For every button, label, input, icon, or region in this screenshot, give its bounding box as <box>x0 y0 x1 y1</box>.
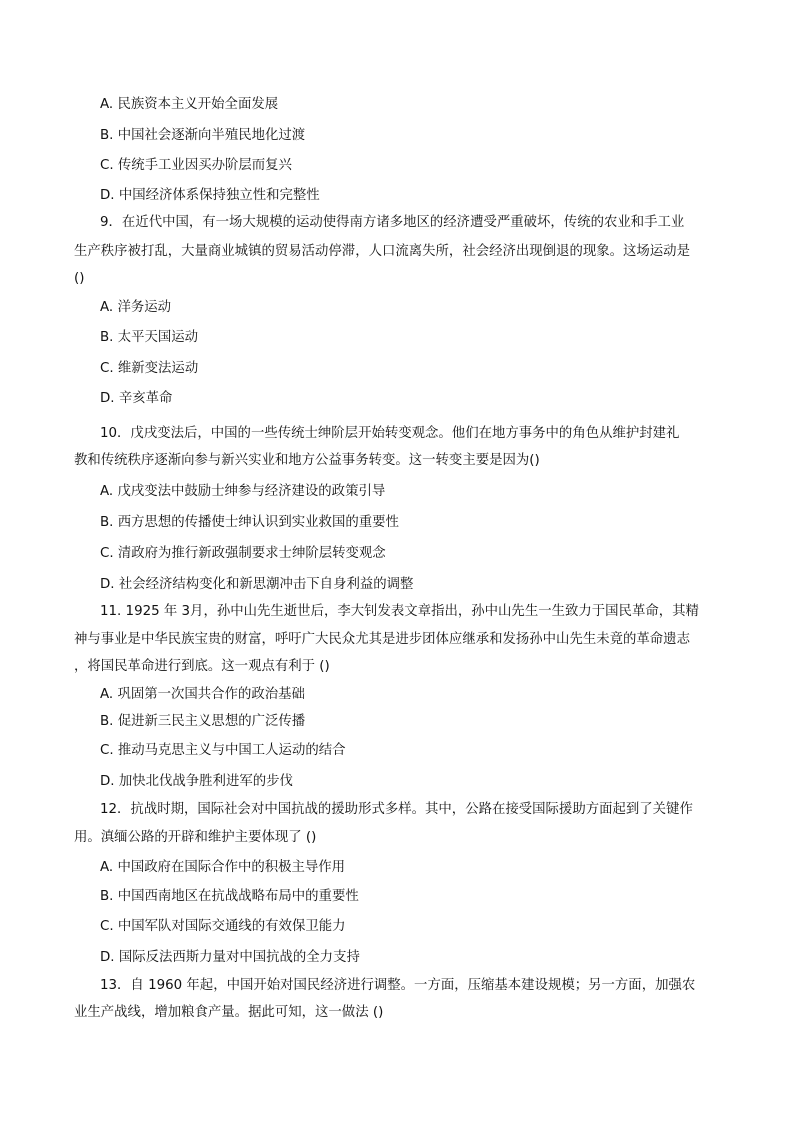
q9-option-a: A. 洋务运动 <box>100 300 171 315</box>
q12-option-c: C. 中国军队对国际交通线的有效保卫能力 <box>100 919 346 934</box>
q11-stem-line-2: 神与事业是中华民族宝贵的财富，呼吁广大民众尤其是进步团体应继承和发扬孙中山先生未竟的革命遗志 <box>74 632 690 647</box>
q8-option-b: B. 中国社会逐渐向半殖民地化过渡 <box>100 128 306 143</box>
q10-option-c: C. 清政府为推行新政强制要求士绅阶层转变观念 <box>100 546 386 561</box>
q10-stem-line-2: 教和传统秩序逐渐向参与新兴实业和地方公益事务转变。这一转变主要是因为() <box>74 453 540 468</box>
q13-stem-line-1: 13．自 1960 年起，中国开始对国民经济进行调整。一方面，压缩基本建设规模；另一方面，加强农 <box>100 978 696 993</box>
q13-stem-line-2: 业生产战线，增加粮食产量。据此可知，这一做法 () <box>74 1005 384 1020</box>
q11-option-d: D. 加快北伐战争胜利进军的步伐 <box>100 774 293 789</box>
q10-stem-line-1: 10．戊戌变法后，中国的一些传统士绅阶层开始转变观念。他们在地方事务中的角色从维护封建礼 <box>100 426 680 441</box>
q11-stem-line-1: 11. 1925 年 3月，孙中山先生逝世后，李大钊发表文章指出，孙中山先生一生致力于国民革命，其精 <box>100 604 699 619</box>
q10-option-b: B. 西方思想的传播使士绅认识到实业救国的重要性 <box>100 515 399 530</box>
q9-stem-line-2: 生产秩序被打乱，大量商业城镇的贸易活动停滞，人口流离失所，社会经济出现倒退的现象。这场运动是 <box>74 244 690 259</box>
q11-option-b: B. 促进新三民主义思想的广泛传播 <box>100 714 306 729</box>
q8-option-a: A. 民族资本主义开始全面发展 <box>100 97 279 112</box>
q10-option-d: D. 社会经济结构变化和新思潮冲击下自身利益的调整 <box>100 577 414 592</box>
q9-stem-line-3: () <box>74 271 85 286</box>
q9-option-b: B. 太平天国运动 <box>100 330 199 345</box>
q11-stem-line-3: ，将国民革命进行到底。这一观点有利于 () <box>74 659 330 674</box>
q8-option-d: D. 中国经济体系保持独立性和完整性 <box>100 188 320 203</box>
q10-option-a: A. 戊戌变法中鼓励士绅参与经济建设的政策引导 <box>100 484 386 499</box>
q11-option-a: A. 巩固第一次国共合作的政治基础 <box>100 687 305 702</box>
q12-stem-line-1: 12．抗战时期，国际社会对中国抗战的援助形式多样。其中，公路在接受国际援助方面起到了关键作 <box>100 802 693 817</box>
q9-option-c: C. 维新变法运动 <box>100 361 199 376</box>
q12-option-b: B. 中国西南地区在抗战战略布局中的重要性 <box>100 889 359 904</box>
q12-stem-line-2: 用。滇缅公路的开辟和维护主要体现了 () <box>74 830 317 845</box>
q8-option-c: C. 传统手工业因买办阶层而复兴 <box>100 158 292 173</box>
q12-option-d: D. 国际反法西斯力量对中国抗战的全力支持 <box>100 950 360 965</box>
q9-option-d: D. 辛亥革命 <box>100 391 173 406</box>
q9-stem-line-1: 9．在近代中国，有一场大规模的运动使得南方诸多地区的经济遭受严重破坏，传统的农业和手工业 <box>100 215 685 230</box>
q11-option-c: C. 推动马克思主义与中国工人运动的结合 <box>100 743 346 758</box>
q12-option-a: A. 中国政府在国际合作中的积极主导作用 <box>100 860 346 875</box>
